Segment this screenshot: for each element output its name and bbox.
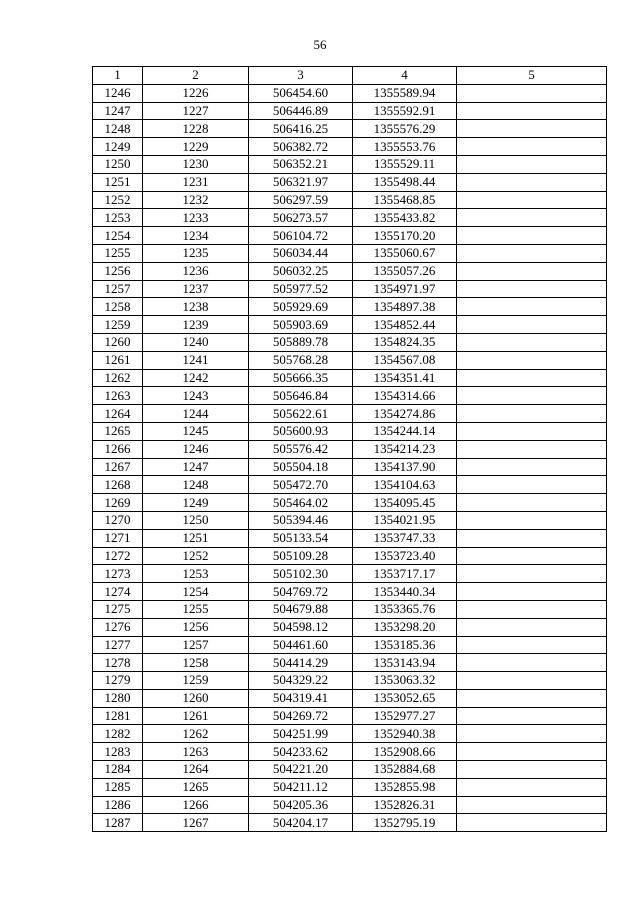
table-cell: 1354244.14	[353, 422, 457, 440]
table-cell	[457, 494, 607, 512]
table-cell: 505464.02	[249, 494, 353, 512]
table-cell: 504269.72	[249, 707, 353, 725]
table-cell	[457, 689, 607, 707]
table-cell: 1259	[143, 672, 249, 690]
table-row	[93, 654, 607, 672]
table-cell: 505576.42	[249, 440, 353, 458]
table-cell: 504205.36	[249, 796, 353, 814]
table-cell: 1246	[143, 440, 249, 458]
table-cell: 1271	[93, 529, 143, 547]
table-row	[93, 743, 607, 761]
table-cell: 1267	[143, 814, 249, 832]
table-cell: 1248	[143, 476, 249, 494]
table-cell	[457, 529, 607, 547]
table-cell: 1353717.17	[353, 565, 457, 583]
table-cell: 1355170.20	[353, 227, 457, 245]
table-cell: 505472.70	[249, 476, 353, 494]
table-cell: 505394.46	[249, 511, 353, 529]
table-cell	[457, 814, 607, 832]
table-cell: 1281	[93, 707, 143, 725]
table-cell: 1355468.85	[353, 191, 457, 209]
table-row	[93, 369, 607, 387]
table-cell: 1243	[143, 387, 249, 405]
table-cell: 1248	[93, 120, 143, 138]
table-cell: 1236	[143, 262, 249, 280]
table-row	[93, 672, 607, 690]
table-cell: 1354137.90	[353, 458, 457, 476]
table-cell: 1239	[143, 316, 249, 334]
table-row	[93, 316, 607, 334]
table-cell: 1355433.82	[353, 209, 457, 227]
table-cell: 1283	[93, 743, 143, 761]
table-cell: 506382.72	[249, 138, 353, 156]
table-cell: 505600.93	[249, 422, 353, 440]
table-cell: 1257	[143, 636, 249, 654]
table-cell: 504319.41	[249, 689, 353, 707]
table-cell: 1242	[143, 369, 249, 387]
table-cell: 1352940.38	[353, 725, 457, 743]
table-cell: 1241	[143, 351, 249, 369]
table-cell: 1355057.26	[353, 262, 457, 280]
table-cell	[457, 244, 607, 262]
table-cell: 1352908.66	[353, 743, 457, 761]
table-cell: 1353747.33	[353, 529, 457, 547]
table-row	[93, 333, 607, 351]
table-cell	[457, 725, 607, 743]
table-cell: 1278	[93, 654, 143, 672]
table-cell: 1261	[143, 707, 249, 725]
table-cell: 504414.29	[249, 654, 353, 672]
table-row	[93, 458, 607, 476]
table-cell: 1352884.68	[353, 761, 457, 779]
coordinates-table	[92, 66, 607, 832]
table-cell: 1354214.23	[353, 440, 457, 458]
table-cell	[457, 155, 607, 173]
table-cell	[457, 565, 607, 583]
table-cell: 505109.28	[249, 547, 353, 565]
table-cell: 1240	[143, 333, 249, 351]
table-cell: 1352826.31	[353, 796, 457, 814]
table-cell: 1259	[93, 316, 143, 334]
table-cell: 1353143.94	[353, 654, 457, 672]
table-cell: 1261	[93, 351, 143, 369]
table-cell: 506297.59	[249, 191, 353, 209]
table-cell: 1237	[143, 280, 249, 298]
table-row	[93, 796, 607, 814]
table-cell: 1244	[143, 405, 249, 423]
table-cell: 1235	[143, 244, 249, 262]
table-cell: 506273.57	[249, 209, 353, 227]
table-cell: 505133.54	[249, 529, 353, 547]
table-cell: 1232	[143, 191, 249, 209]
table-row	[93, 814, 607, 832]
table-row	[93, 761, 607, 779]
table-cell: 505622.61	[249, 405, 353, 423]
table-cell: 1249	[143, 494, 249, 512]
table-cell: 506034.44	[249, 244, 353, 262]
table-cell: 1229	[143, 138, 249, 156]
table-row	[93, 422, 607, 440]
table-cell	[457, 672, 607, 690]
table-cell: 1274	[93, 583, 143, 601]
column-header: 5	[457, 67, 607, 85]
table-cell: 1249	[93, 138, 143, 156]
table-cell: 1230	[143, 155, 249, 173]
header-row	[93, 67, 607, 85]
table-cell: 1250	[143, 511, 249, 529]
table-cell: 1247	[93, 102, 143, 120]
table-cell: 506416.25	[249, 120, 353, 138]
table-header	[93, 67, 607, 85]
table-cell: 1226	[143, 84, 249, 102]
table-cell: 1272	[93, 547, 143, 565]
table-cell: 1233	[143, 209, 249, 227]
table-cell	[457, 262, 607, 280]
table-row	[93, 173, 607, 191]
table-row	[93, 440, 607, 458]
table-cell: 504251.99	[249, 725, 353, 743]
table-row	[93, 298, 607, 316]
table-cell: 1354567.08	[353, 351, 457, 369]
table-cell: 1353298.20	[353, 618, 457, 636]
table-row	[93, 120, 607, 138]
table-row	[93, 565, 607, 583]
table-cell: 1234	[143, 227, 249, 245]
table-row	[93, 725, 607, 743]
table-cell	[457, 209, 607, 227]
table-cell: 1354824.35	[353, 333, 457, 351]
column-header: 2	[143, 67, 249, 85]
table-row	[93, 529, 607, 547]
table-cell: 505977.52	[249, 280, 353, 298]
table-cell: 504329.22	[249, 672, 353, 690]
table-cell: 1287	[93, 814, 143, 832]
table-cell	[457, 743, 607, 761]
table-cell	[457, 761, 607, 779]
table-row	[93, 583, 607, 601]
table-cell: 504598.12	[249, 618, 353, 636]
table-cell: 506352.21	[249, 155, 353, 173]
table-cell: 1252	[93, 191, 143, 209]
table-cell: 1273	[93, 565, 143, 583]
table-cell: 1251	[143, 529, 249, 547]
table-row	[93, 191, 607, 209]
table-cell: 1266	[93, 440, 143, 458]
table-cell: 1282	[93, 725, 143, 743]
table-row	[93, 209, 607, 227]
table-cell	[457, 333, 607, 351]
table-cell: 1264	[93, 405, 143, 423]
table-cell: 505102.30	[249, 565, 353, 583]
column-header: 4	[353, 67, 457, 85]
table-cell	[457, 422, 607, 440]
table-row	[93, 280, 607, 298]
table-cell: 1355576.29	[353, 120, 457, 138]
table-cell: 1238	[143, 298, 249, 316]
table-cell: 1258	[143, 654, 249, 672]
table-cell: 1354897.38	[353, 298, 457, 316]
table-cell: 1260	[143, 689, 249, 707]
table-row	[93, 636, 607, 654]
table-cell: 1354021.95	[353, 511, 457, 529]
table-cell: 504211.12	[249, 778, 353, 796]
table-cell	[457, 298, 607, 316]
table-row	[93, 405, 607, 423]
table-cell: 1279	[93, 672, 143, 690]
table-cell: 505903.69	[249, 316, 353, 334]
table-cell: 1251	[93, 173, 143, 191]
table-cell: 1228	[143, 120, 249, 138]
table-cell: 1270	[93, 511, 143, 529]
table-cell: 1263	[143, 743, 249, 761]
table-cell: 1352795.19	[353, 814, 457, 832]
table-cell: 1355529.11	[353, 155, 457, 173]
table-cell: 1258	[93, 298, 143, 316]
table-cell	[457, 707, 607, 725]
table-cell: 1352855.98	[353, 778, 457, 796]
table-cell: 1277	[93, 636, 143, 654]
table-row	[93, 262, 607, 280]
table-cell	[457, 476, 607, 494]
table-cell	[457, 102, 607, 120]
table-cell: 1355589.94	[353, 84, 457, 102]
table-cell	[457, 280, 607, 298]
table-cell: 506104.72	[249, 227, 353, 245]
table-cell: 1354104.63	[353, 476, 457, 494]
table-cell: 1253	[93, 209, 143, 227]
table-cell: 1254	[93, 227, 143, 245]
table-cell: 504679.88	[249, 600, 353, 618]
table-cell: 505666.35	[249, 369, 353, 387]
table-cell: 1265	[93, 422, 143, 440]
table-cell: 1354971.97	[353, 280, 457, 298]
table-cell: 1353365.76	[353, 600, 457, 618]
table-row	[93, 387, 607, 405]
table-row	[93, 600, 607, 618]
table-cell: 506446.89	[249, 102, 353, 120]
table-cell: 1268	[93, 476, 143, 494]
table-row	[93, 618, 607, 636]
table-cell	[457, 173, 607, 191]
table-cell: 1266	[143, 796, 249, 814]
table-row	[93, 227, 607, 245]
table-body	[93, 84, 607, 831]
table-cell: 1267	[93, 458, 143, 476]
table-cell: 1354095.45	[353, 494, 457, 512]
table-cell: 1255	[143, 600, 249, 618]
table-cell	[457, 227, 607, 245]
table-row	[93, 511, 607, 529]
table-cell: 1353185.36	[353, 636, 457, 654]
table-cell: 1269	[93, 494, 143, 512]
table-cell: 1353440.34	[353, 583, 457, 601]
table-row	[93, 778, 607, 796]
table-cell: 1260	[93, 333, 143, 351]
table-cell: 1352977.27	[353, 707, 457, 725]
table-cell	[457, 387, 607, 405]
table-row	[93, 476, 607, 494]
table-cell	[457, 138, 607, 156]
table-cell: 1355060.67	[353, 244, 457, 262]
table-cell: 1355553.76	[353, 138, 457, 156]
table-cell: 506321.97	[249, 173, 353, 191]
table-cell	[457, 778, 607, 796]
table-cell	[457, 654, 607, 672]
table-cell: 1263	[93, 387, 143, 405]
page-number: 56	[313, 37, 327, 52]
table-cell: 1355498.44	[353, 173, 457, 191]
table-cell: 1353052.65	[353, 689, 457, 707]
table-cell: 1227	[143, 102, 249, 120]
table-cell: 1265	[143, 778, 249, 796]
table-row	[93, 84, 607, 102]
table-cell	[457, 796, 607, 814]
table-cell	[457, 547, 607, 565]
table-cell: 1353063.32	[353, 672, 457, 690]
table-cell: 1231	[143, 173, 249, 191]
table-row	[93, 707, 607, 725]
table-cell	[457, 120, 607, 138]
table-cell	[457, 405, 607, 423]
table-cell: 1247	[143, 458, 249, 476]
table-cell	[457, 440, 607, 458]
table-cell: 504769.72	[249, 583, 353, 601]
table-cell: 1257	[93, 280, 143, 298]
table-cell: 504204.17	[249, 814, 353, 832]
table-cell: 1354852.44	[353, 316, 457, 334]
table-cell: 1355592.91	[353, 102, 457, 120]
table-cell: 504221.20	[249, 761, 353, 779]
table-cell: 505504.18	[249, 458, 353, 476]
table-cell	[457, 316, 607, 334]
table-cell: 1286	[93, 796, 143, 814]
table-cell	[457, 583, 607, 601]
table-cell: 1354274.86	[353, 405, 457, 423]
table-cell: 1253	[143, 565, 249, 583]
table-cell: 1275	[93, 600, 143, 618]
table-cell	[457, 458, 607, 476]
table-cell: 1262	[93, 369, 143, 387]
table-cell: 1354351.41	[353, 369, 457, 387]
table-cell: 1280	[93, 689, 143, 707]
table-row	[93, 138, 607, 156]
table-row	[93, 494, 607, 512]
table-cell	[457, 191, 607, 209]
table-cell: 1284	[93, 761, 143, 779]
table-cell: 1353723.40	[353, 547, 457, 565]
table-row	[93, 102, 607, 120]
column-header: 1	[93, 67, 143, 85]
table-cell	[457, 351, 607, 369]
table-cell: 1250	[93, 155, 143, 173]
table-cell: 504233.62	[249, 743, 353, 761]
table-row	[93, 689, 607, 707]
table-cell: 505768.28	[249, 351, 353, 369]
table-cell: 1256	[143, 618, 249, 636]
table-cell: 1255	[93, 244, 143, 262]
table-cell: 1264	[143, 761, 249, 779]
table-cell: 1354314.66	[353, 387, 457, 405]
table-row	[93, 155, 607, 173]
column-header: 3	[249, 67, 353, 85]
table-row	[93, 547, 607, 565]
table-row	[93, 244, 607, 262]
table-cell: 1252	[143, 547, 249, 565]
table-cell: 1285	[93, 778, 143, 796]
table-cell: 505929.69	[249, 298, 353, 316]
table-cell	[457, 600, 607, 618]
table-cell	[457, 618, 607, 636]
table-cell: 505646.84	[249, 387, 353, 405]
table-cell	[457, 84, 607, 102]
table-cell: 506032.25	[249, 262, 353, 280]
table-cell: 1256	[93, 262, 143, 280]
table-cell: 504461.60	[249, 636, 353, 654]
table-cell: 1276	[93, 618, 143, 636]
table-cell	[457, 369, 607, 387]
table-row	[93, 351, 607, 369]
table-cell: 1246	[93, 84, 143, 102]
table-cell	[457, 636, 607, 654]
table-cell	[457, 511, 607, 529]
table-cell: 1254	[143, 583, 249, 601]
table-cell: 1262	[143, 725, 249, 743]
table-cell: 506454.60	[249, 84, 353, 102]
table-cell: 505889.78	[249, 333, 353, 351]
table-cell: 1245	[143, 422, 249, 440]
